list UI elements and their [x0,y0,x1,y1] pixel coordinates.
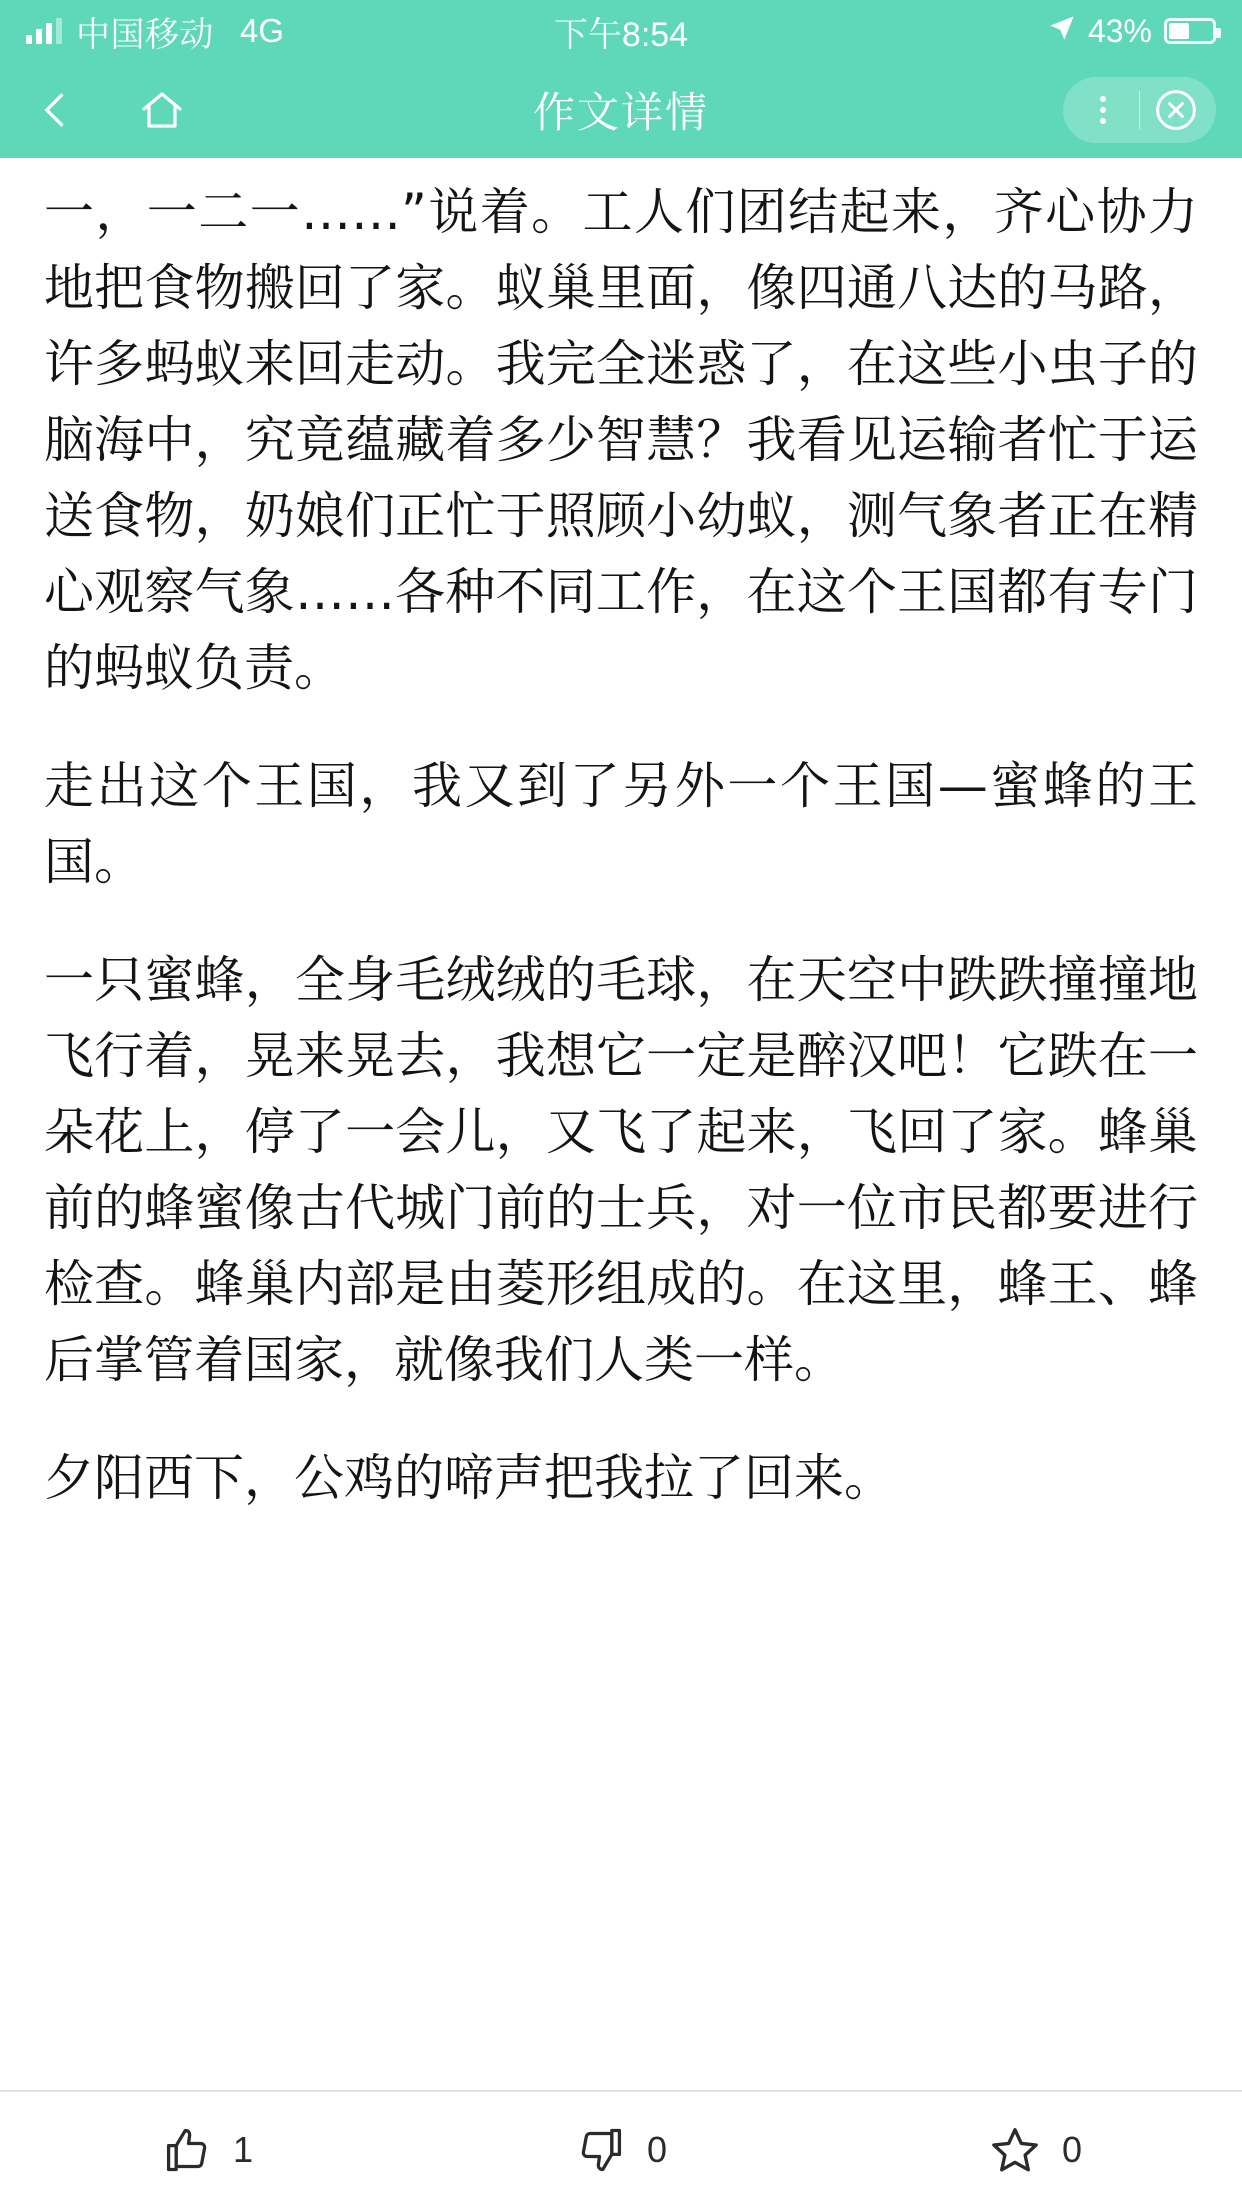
star-icon [988,2123,1042,2177]
status-left [26,7,284,56]
home-icon[interactable] [132,80,192,140]
article-paragraph: 夕阳西下，公鸡的啼声把我拉了回来。 [44,1449,894,1507]
nav-left-group [26,80,192,140]
status-bar [0,0,1242,62]
nav-divider [1139,91,1140,129]
article-paragraph: 一只蜜蜂，全身毛绒绒的毛球，在天空中跌跌撞撞地飞行着，晃来晃去，我想它一定是醉汉吧！它跌在一朵花上，停了一会儿，又飞了起来，飞回了家。蜂巢前的蜂蜜像古代城门前的士兵，对一位市民都要进行检查。蜂巢内部是由菱形组成的。在这里，蜂王、蜂后掌管着国家，就像我们人类一样。 [44,951,1198,1389]
chevron-left-icon[interactable] [26,80,86,140]
status-time: 下午8:54 [553,15,689,54]
nav-bar [0,62,1242,158]
thumbs-down-icon [575,2124,627,2176]
battery-icon [1164,18,1216,44]
dislike-count: 0 [646,2129,668,2170]
more-vertical-icon[interactable] [1073,80,1133,140]
bottom-action-bar [0,2090,1242,2208]
like-count: 1 [232,2129,254,2170]
network-type-label: 4G [240,12,285,49]
article-paragraph: 走出这个王国，我又到了另外一个王国—蜜蜂的王国。 [44,757,1198,891]
status-right [1048,13,1216,50]
thumbs-up-icon [161,2124,213,2176]
close-circle-icon[interactable] [1146,80,1206,140]
battery-percent-label: 43% [1087,12,1152,49]
signal-bars-icon [26,18,62,44]
location-arrow-icon [1048,13,1076,50]
favorite-count: 0 [1061,2129,1083,2170]
like-button[interactable] [0,2124,414,2176]
dislike-button[interactable] [414,2124,828,2176]
nav-right-group [1063,77,1216,143]
favorite-button[interactable] [828,2123,1242,2177]
article-paragraph: 一，一二一……”说着。工人们团结起来，齐心协力地把食物搬回了家。蚁巢里面，像四通八达的马路，许多蚂蚁来回走动。我完全迷惑了，在这些小虫子的脑海中，究竟蕴藏着多少智慧？我看见运输者忙于运送食物，奶娘们正忙于照顾小幼蚁，测气象者正在精心观察气象……各种不同工作，在这个王国都有专门的蚂蚁负责。 [44,183,1198,697]
carrier-label: 中国移动 [76,15,214,54]
article-content[interactable] [0,158,1242,2090]
page-title: 作文详情 [532,89,709,136]
